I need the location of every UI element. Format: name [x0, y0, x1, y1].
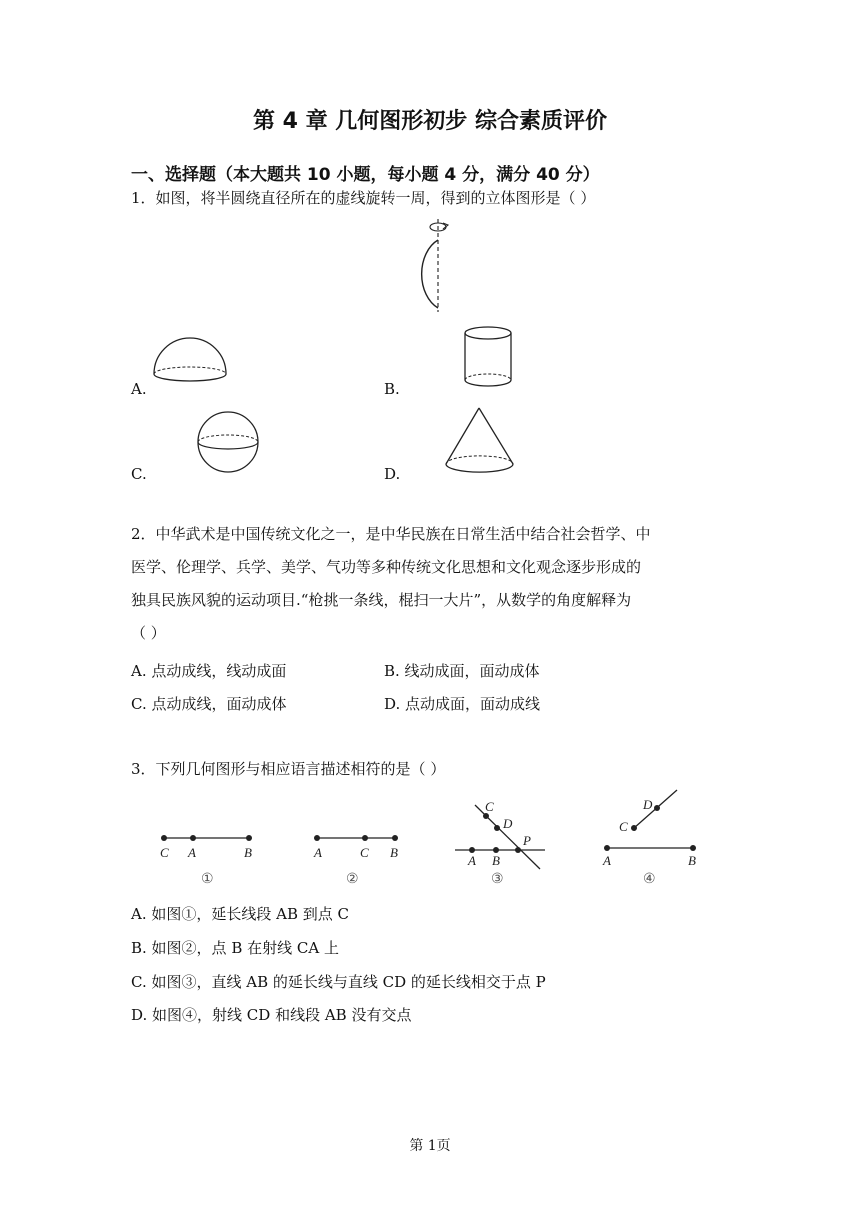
q2-option-b: B. 线动成面，面动成体 — [384, 662, 540, 680]
page-number: 第 1页 — [409, 1138, 451, 1154]
q3-figure-3 — [450, 795, 555, 875]
q3-stem: 3．下列几何图形与相应语言描述相符的是（ ） — [131, 760, 446, 778]
point-label: B — [492, 853, 500, 868]
point-label: C — [360, 845, 369, 860]
q2-option-a: A. 点动成线，线动成面 — [131, 662, 287, 680]
q3-option-b: B. 如图②，点 B 在射线 CA 上 — [131, 939, 339, 957]
point-label: P — [523, 833, 531, 848]
point-label: C — [485, 799, 494, 814]
q1-stem: 1．如图，将半圆绕直径所在的虚线旋转一周，得到的立体图形是（ ） — [131, 189, 596, 207]
q2-stem — [131, 518, 731, 650]
q3-figure-3-caption: ③ — [491, 871, 504, 887]
section-heading: 一、选择题（本大题共 10 小题，每小题 4 分，满分 40 分） — [131, 165, 600, 185]
q2-option-d: D. 点动成面，面动成线 — [384, 695, 541, 713]
q3-figure-4-caption: ④ — [643, 871, 656, 887]
q1-option-b-label: B. — [384, 380, 400, 398]
q3-figure-4 — [595, 785, 710, 865]
point-label: A — [468, 853, 476, 868]
q3-figure-2-caption: ② — [346, 871, 359, 887]
point-label: A — [314, 845, 322, 860]
q1-option-c-label: C. — [131, 465, 147, 483]
q3-figure-1-caption: ① — [201, 871, 214, 887]
point-label: A — [603, 853, 611, 865]
page-title: 第 4 章 几何图形初步 综合素质评价 — [253, 109, 607, 134]
point-label: C — [160, 845, 169, 860]
point-label: B — [390, 845, 398, 860]
q2-stem-line: 医学、伦理学、兵学、美学、气功等多种传统文化思想和文化观念逐步形成的 — [131, 558, 642, 576]
q1-option-a-label: A. — [131, 380, 147, 398]
q3-option-a: A. 如图①，延长线段 AB 到点 C — [131, 905, 350, 923]
cylinder-icon — [462, 324, 518, 388]
point-label: B — [244, 845, 252, 860]
q2-stem-line: 2．中华武术是中国传统文化之一，是中华民族在日常生活中结合社会哲学、中 — [131, 525, 651, 543]
point-label: C — [619, 819, 628, 834]
cone-icon — [440, 404, 520, 476]
q3-figure-2 — [305, 820, 415, 865]
q3-option-c: C. 如图③，直线 AB 的延长线与直线 CD 的延长线相交于点 P — [131, 973, 546, 991]
point-label: A — [188, 845, 196, 860]
point-label: B — [688, 853, 696, 865]
q2-stem-line: 独具民族风貌的运动项目.“枪挑一条线，棍扫一大片”，从数学的角度解释为 — [131, 591, 632, 609]
q2-option-c: C. 点动成线，面动成体 — [131, 695, 287, 713]
hemisphere-icon — [150, 330, 230, 382]
q3-figure-1 — [150, 820, 270, 865]
point-label: D — [643, 797, 653, 812]
sphere-icon — [194, 408, 262, 476]
q3-option-d: D. 如图④，射线 CD 和线段 AB 没有交点 — [131, 1006, 412, 1024]
q2-stem-line: （ ） — [131, 624, 166, 642]
q1-semicircle-figure — [395, 215, 465, 315]
point-label: D — [503, 816, 513, 831]
q1-option-d-label: D. — [384, 465, 401, 483]
